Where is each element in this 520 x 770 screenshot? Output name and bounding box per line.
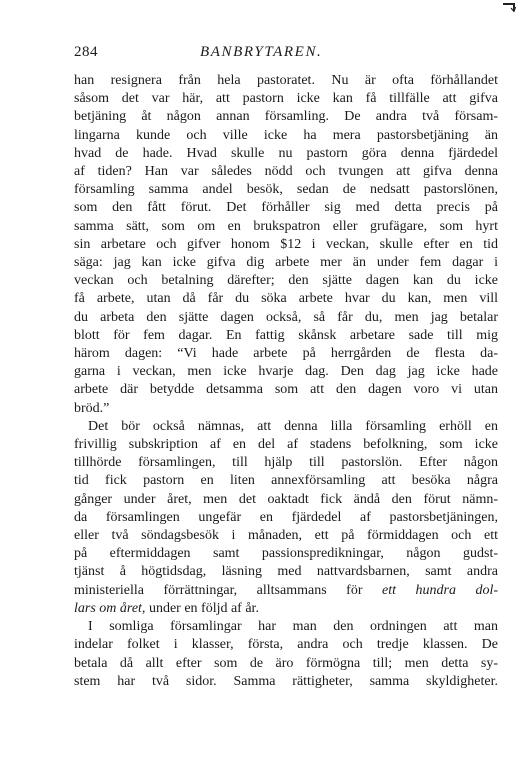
paragraph-1 (74, 72, 498, 418)
text-line: tjänst å högtidsdag, läsning med nattvardsbarnen, samt andra (74, 564, 498, 580)
text-line: I somliga församlingar har man den ordningen att man (88, 619, 498, 635)
text-line: tid fick pastorn en liten annexförsamling att besöka några (74, 473, 498, 489)
page-number: 284 (74, 44, 98, 60)
text-line: han resignera från hela pastoratet. Nu är ofta förhållandet (74, 73, 498, 88)
text-line: veckan och betalning därefter; den sjätte dagen kan du icke (74, 273, 498, 289)
text-line: betala då allt efter som de äro förmögna till; men detta sy- (74, 655, 498, 671)
text-line: da församlingen ungefär en fjärdedel af pastorsbetjäningen, (74, 509, 498, 525)
running-title: BANBRYTAREN. (200, 44, 323, 60)
text-line: säga: jag kan icke gifva dig arbete mer än under fem dagar i (74, 255, 498, 271)
text-line: få arbete, utan då får du söka arbete hvar du kan, men vill (74, 291, 498, 307)
text-line: garna i veckan, men icke hvarje dag. Den dag jag icke hade (74, 364, 498, 380)
text-line: af tiden? Han var således nödd och tvungen att gifva denna (74, 164, 498, 180)
text-line: sin arbetare och gifver honom $12 i veckan, skulle efter en tid (74, 236, 498, 252)
body-text (74, 72, 498, 691)
text-line-with-italic (74, 600, 498, 618)
paragraph-3 (74, 618, 498, 691)
text-line: hvad de hade. Hvad skulle nu pastorn göra denna fjärdedel (74, 145, 498, 161)
text-line: frivillig subskription af en del af stadens befolkning, som icke (74, 437, 498, 453)
text-line: samma sätt, som om en brukspatron eller grufägare, som hyrt (74, 218, 498, 234)
italic-phrase: ett hundra dol- (382, 582, 498, 598)
page-header (74, 44, 484, 64)
text-line: du arbeta den sjätte dagen också, så får du, men jag betalar (74, 309, 498, 325)
text-line: härom dagen: “Vi hade arbete på herrgården de flesta da- (74, 346, 498, 362)
text-line: på eftermiddagen samt passionspredikningar, någon gudst- (74, 546, 498, 562)
text-line: blott för fem dagar. En fattig skånsk arbetare sade till mig (74, 327, 498, 343)
corner-mark-icon (502, 2, 516, 12)
text-line-with-italic (74, 582, 498, 600)
paragraph-2 (74, 418, 498, 618)
text-line: som den fått förut. Det förhåller sig med detta precis på (74, 200, 498, 216)
text-line: såsom det var här, att pastorn icke kan få tillfälle att gifva (74, 91, 498, 107)
text-line: lingarna kunde och ville icke ha mera pastorsbetjäning än (74, 127, 498, 143)
italic-phrase: lars om året, (74, 600, 146, 616)
text-line: indelar folket i klasser, första, andra och tredje klassen. De (74, 637, 498, 653)
text-line: församling samma andel besök, sedan de nedsatt pastorslönen, (74, 182, 498, 198)
text-line: eller två söndagsbesök i månaden, ett på förmiddagen och ett (74, 528, 498, 544)
text-line: gånger under året, men det oaktadt fick ändå den förut nämn- (74, 491, 498, 507)
text-line: betjäning åt någon annan församling. De andra två försam- (74, 109, 498, 125)
text-line: tillhörde församlingen, till hjälp till pastorslön. Efter någon (74, 455, 498, 471)
text-line: stem har två sidor. Samma rättigheter, samma skyldigheter. (74, 673, 498, 689)
text-line: arbete där betydde detsamma som att den dagen voro vi utan (74, 382, 498, 398)
text-line: bröd.” (74, 400, 110, 416)
text-segment: under en följd af år. (145, 600, 259, 616)
text-line: Det bör också nämnas, att denna lilla församling erhöll en (88, 418, 498, 434)
text-segment: ministeriella förrättningar, alltsammans för (74, 582, 382, 598)
